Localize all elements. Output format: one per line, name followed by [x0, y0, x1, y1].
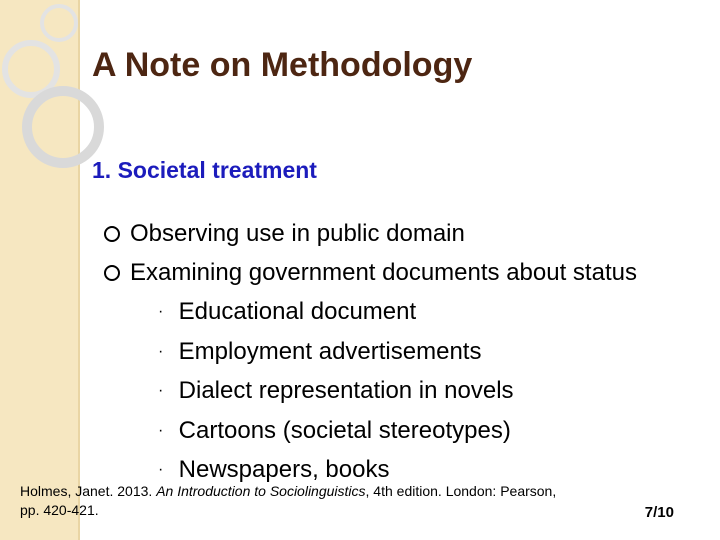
sub-bullet-item [158, 411, 514, 451]
sub-bullet-text: Cartoons (societal stereotypes) [178, 416, 511, 444]
sub-bullet-item [158, 332, 514, 372]
sub-bullet-text: Employment advertisements [178, 337, 482, 365]
citation-suffix: , 4th edition. London: Pearson, [365, 483, 557, 499]
citation-book-title: An Introduction to Sociolinguistics [156, 483, 366, 499]
sub-bullet-text: Educational document [178, 298, 417, 325]
citation-prefix: Holmes, Janet. 2013. [20, 483, 157, 499]
dot-bullet-icon: · [158, 382, 164, 399]
sub-bullet-text: Dialect representation in novels [178, 377, 514, 404]
sub-bullet-item [158, 371, 514, 411]
citation [20, 482, 556, 520]
bullet-text: Examining government documents about status [130, 259, 637, 286]
dot-bullet-icon: · [158, 342, 164, 360]
circle-bullet-icon [104, 226, 120, 242]
citation-pages: pp. 420-421. [20, 502, 99, 518]
side-band-edge [78, 0, 80, 540]
circle-bullet-icon [104, 265, 120, 281]
section-heading: 1. Societal treatment [92, 157, 317, 183]
sub-bullet-text: Newspapers, books [178, 456, 390, 483]
dot-bullet-icon: · [158, 421, 164, 439]
dot-bullet-icon: · [158, 461, 164, 478]
slide-number: 7/10 [644, 504, 674, 521]
sub-bullet-item [158, 292, 514, 332]
sub-bullet-list [158, 292, 514, 490]
citation-line-1 [20, 482, 556, 501]
decorative-ring-large [22, 86, 104, 168]
dot-bullet-icon: · [158, 303, 164, 320]
bullet-list [104, 214, 637, 292]
decorative-ring-small [40, 4, 78, 42]
bullet-text: Observing use in public domain [130, 220, 465, 247]
slide-title: A Note on Methodology [92, 46, 473, 84]
bullet-item [104, 214, 637, 253]
bullet-item [104, 253, 637, 292]
